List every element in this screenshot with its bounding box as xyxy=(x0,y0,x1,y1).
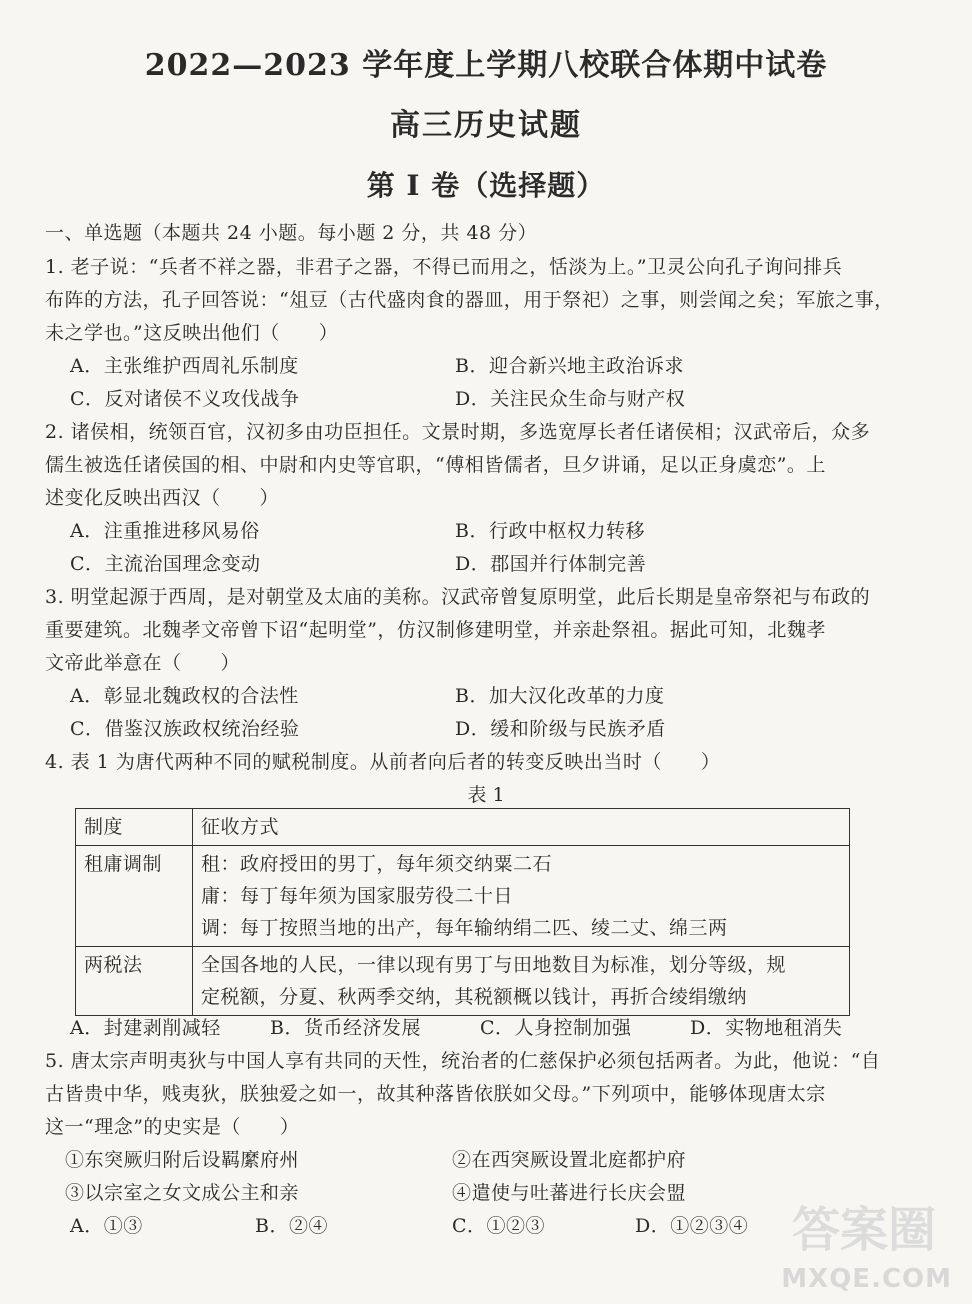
table-cell-system: 两税法 xyxy=(76,947,193,1016)
q5-item-4: ④遣使与吐蕃进行长庆会盟 xyxy=(452,1182,687,1204)
q2-option-b: B．行政中枢权力转移 xyxy=(455,520,645,542)
q1-line: 1. 老子说：“兵者不祥之器，非君子之器，不得已而用之，恬淡为上。”卫灵公向孔子询问排兵 xyxy=(45,256,843,278)
q1-line: 布阵的方法，孔子回答说：“俎豆（古代盛肉食的器皿，用于祭祀）之事，则尝闻之矣；军旅之事， xyxy=(45,289,894,311)
q2-line: 2. 诸侯相，统领百官，汉初多由功臣担任。文景时期，多选宽厚长者任诸侯相；汉武帝后，众多 xyxy=(45,421,871,443)
q3-option-d: D．缓和阶级与民族矛盾 xyxy=(455,718,666,740)
q2-option-a: A．注重推进移风易俗 xyxy=(70,520,260,542)
q5-line: 这一“理念”的史实是（ ） xyxy=(45,1116,300,1138)
q3-line: 重要建筑。北魏孝文帝曾下诏“起明堂”，仿汉制修建明堂，并亲赴祭祖。据此可知，北魏孝 xyxy=(45,619,826,641)
q3-line: 3. 明堂起源于西周，是对朝堂及太庙的美称。汉武帝曾复原明堂，此后长期是皇帝祭祀与布政的 xyxy=(45,586,871,608)
table-cell-line: 调：每丁按照当地的出产，每年输纳绢二匹、绫二丈、绵三两 xyxy=(201,917,728,939)
q4-option-b: B．货币经济发展 xyxy=(270,1017,421,1039)
section-title: 第 I 卷（选择题） xyxy=(366,169,606,202)
q2-line: 述变化反映出西汉（ ） xyxy=(45,487,280,509)
q1-option-d: D．关注民众生命与财产权 xyxy=(455,388,686,410)
q2-option-d: D．郡国并行体制完善 xyxy=(455,553,647,575)
q3-option-c: C．借鉴汉族政权统治经验 xyxy=(70,718,300,740)
table-cell-line: 租：政府授田的男丁，每年须交纳粟二石 xyxy=(201,853,553,875)
table-row xyxy=(76,947,850,1016)
q4-option-d: D．实物地租消失 xyxy=(690,1017,843,1039)
tax-table xyxy=(75,808,850,1016)
q5-option-b: B．②④ xyxy=(255,1215,328,1237)
q3-option-b: B．加大汉化改革的力度 xyxy=(455,685,665,707)
q4-line: 4. 表 1 为唐代两种不同的赋税制度。从前者向后者的转变反映出当时（ ） xyxy=(45,751,721,773)
q3-option-a: A．彰显北魏政权的合法性 xyxy=(70,685,299,707)
exam-subtitle: 高三历史试题 xyxy=(390,108,582,143)
table-header-cell: 征收方式 xyxy=(193,809,850,846)
table-header-cell: 制度 xyxy=(76,809,193,846)
part-heading: 一、单选题（本题共 24 小题。每小题 2 分，共 48 分） xyxy=(45,222,538,244)
q2-line: 儒生被选任诸侯国的相、中尉和内史等官职，“傅相皆儒者，旦夕讲诵，足以正身虞恋”。上 xyxy=(45,454,826,476)
q2-option-c: C．主流治国理念变动 xyxy=(70,553,261,575)
q5-option-d: D．①②③④ xyxy=(635,1215,749,1237)
table-cell-method xyxy=(193,947,850,1016)
q3-line: 文帝此举意在（ ） xyxy=(45,652,241,674)
watermark-logo: 答案圈 xyxy=(791,1202,936,1258)
q5-line: 5. 唐太宗声明夷狄与中国人享有共同的天性，统治者的仁慈保护必须包括两者。为此，他说：“自 xyxy=(45,1050,881,1072)
exam-title: 2022—2023 学年度上学期八校联合体期中试卷 xyxy=(144,48,828,83)
table-header-row xyxy=(76,809,850,846)
q5-item-1: ①东突厥归附后设羁縻府州 xyxy=(65,1149,300,1171)
table-cell-line: 全国各地的人民，一律以现有男丁与田地数目为标准，划分等级，规 xyxy=(201,954,787,976)
q1-line: 未之学也。”这反映出他们（ ） xyxy=(45,322,339,344)
q5-item-2: ②在西突厥设置北庭都护府 xyxy=(452,1149,687,1171)
q4-option-a: A．封建剥削减轻 xyxy=(70,1017,221,1039)
q5-item-3: ③以宗室之女文成公主和亲 xyxy=(65,1182,300,1204)
watermark-url: MXQE.COM xyxy=(781,1264,952,1294)
table-row xyxy=(76,846,850,947)
table-cell-method xyxy=(193,846,850,947)
q4-option-c: C．人身控制加强 xyxy=(480,1017,632,1039)
table-cell-system: 租庸调制 xyxy=(76,846,193,947)
q1-option-b: B．迎合新兴地主政治诉求 xyxy=(455,355,684,377)
table-caption: 表 1 xyxy=(467,784,505,806)
q1-option-a: A．主张维护西周礼乐制度 xyxy=(70,355,299,377)
q5-option-a: A．①③ xyxy=(70,1215,143,1237)
table-cell-line: 定税额，分夏、秋两季交纳，其税额概以钱计，再折合绫绢缴纳 xyxy=(201,986,748,1008)
q5-option-c: C．①②③ xyxy=(452,1215,546,1237)
table-cell-line: 庸：每丁每年须为国家服劳役二十日 xyxy=(201,885,514,907)
q1-option-c: C．反对诸侯不义攻伐战争 xyxy=(70,388,300,410)
q5-line: 古皆贵中华，贱夷狄，朕独爱之如一，故其种落皆依朕如父母。”下列项中，能够体现唐太宗 xyxy=(45,1083,826,1105)
